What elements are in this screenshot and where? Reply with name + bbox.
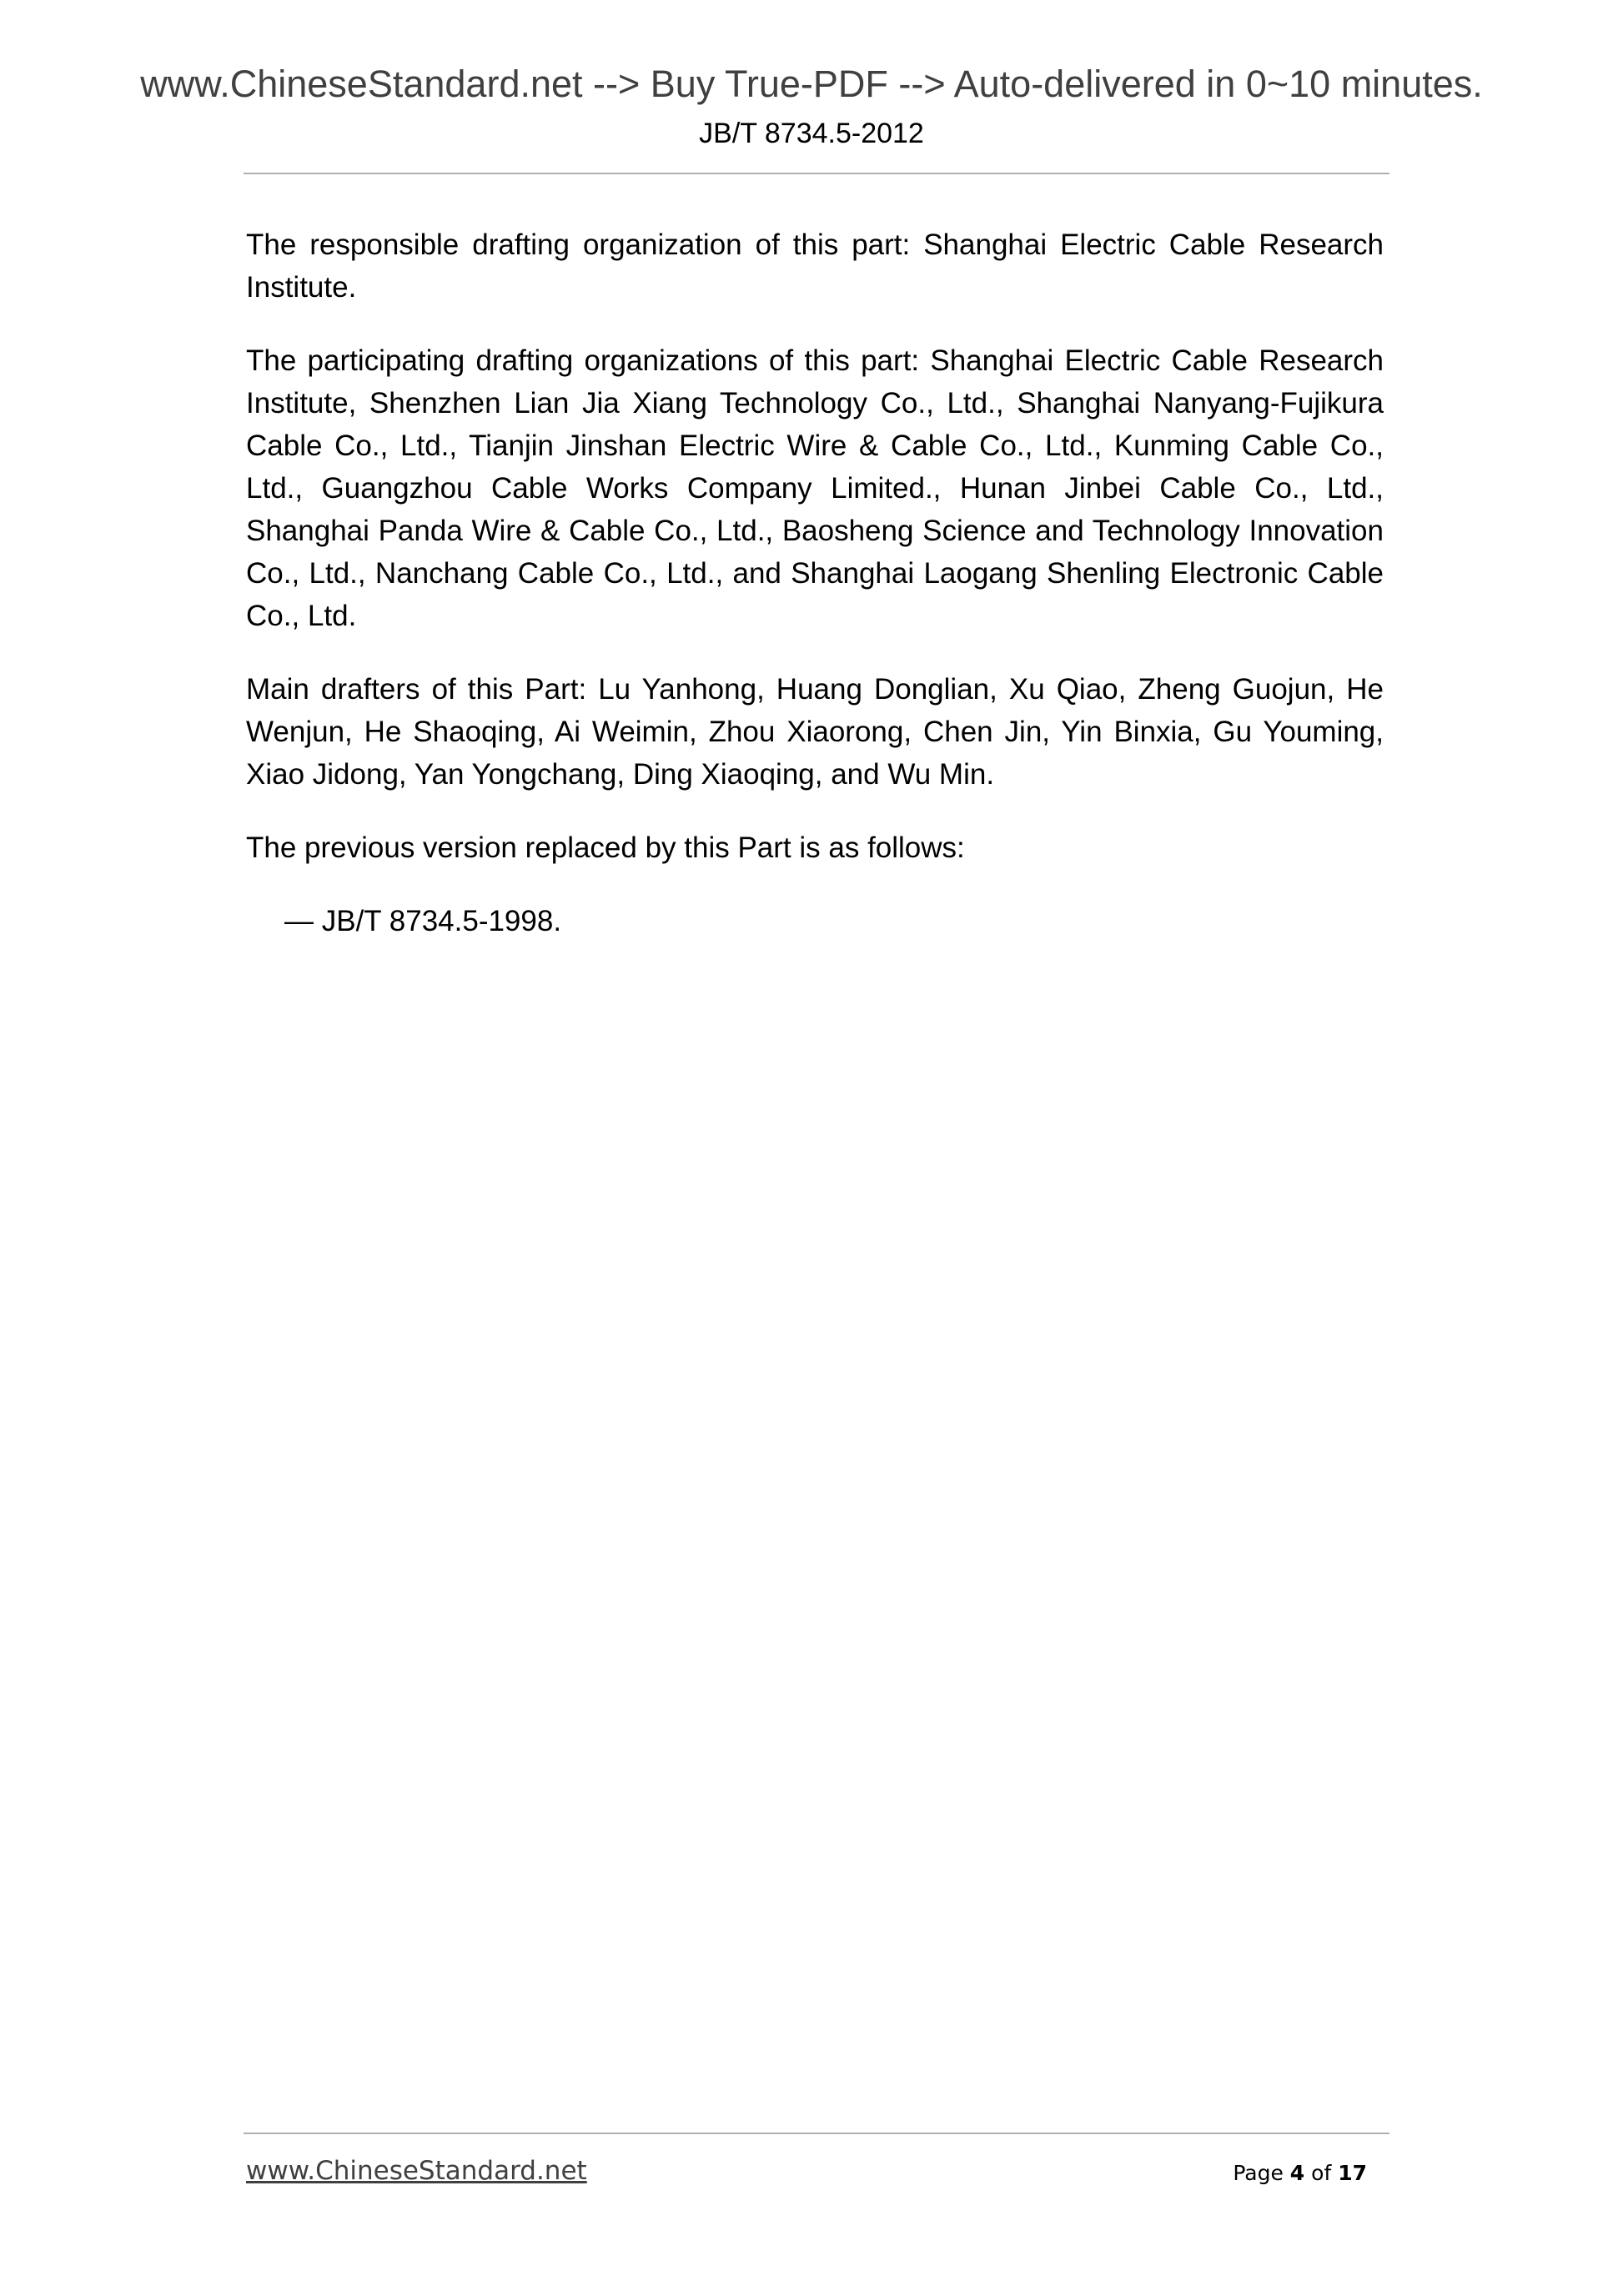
- main-drafters-paragraph: Main drafters of this Part: Lu Yanhong, Huang Donglian, Xu Qiao, Zheng Guojun, He Wenjun, He Shaoqing, Ai Weimin, Zhou Xiaorong, Chen Jin, Yin Binxia, Gu Youming, Xiao Jidong, Yan Yongchang, Ding Xiaoqing, and Wu Min.: [246, 673, 1384, 791]
- page-number: [1233, 2161, 1367, 2185]
- footer-website-link[interactable]: www.ChineseStandard.net: [246, 2156, 587, 2186]
- site-banner: www.ChineseStandard.net --> Buy True-PDF --> Auto-delivered in 0~10 minutes.: [140, 63, 1483, 105]
- page-total: 17: [1338, 2161, 1367, 2185]
- page-current: 4: [1289, 2161, 1305, 2185]
- footer-divider: [244, 2133, 1389, 2134]
- participating-organizations-paragraph: The participating drafting organizations of this part: Shanghai Electric Cable Research Institute, Shenzhen Lian Jia Xiang Technology Co., Ltd., Shanghai Nanyang-Fujikura Cable Co., Ltd., Tianjin Jinshan Electric Wire & Cable Co., Ltd., Kunming Cable Co., Ltd., Guangzhou Cable Works Company Limited., Hunan Jinbei Cable Co., Ltd., Shanghai Panda Wire & Cable Co., Ltd., Baosheng Science and Technology Innovation Co., Ltd., Nanchang Cable Co., Ltd., and Shanghai Laogang Shenling Electronic Cable Co., Ltd.: [246, 344, 1384, 632]
- previous-version-list-item: — JB/T 8734.5-1998.: [284, 905, 562, 937]
- document-body: [246, 224, 1384, 973]
- page-of: of: [1304, 2161, 1339, 2185]
- header-divider: [244, 173, 1389, 174]
- drafting-organization-paragraph: The responsible drafting organization of this part: Shanghai Electric Cable Research Institute.: [246, 229, 1384, 304]
- document-code: JB/T 8734.5-2012: [699, 118, 924, 149]
- page-prefix: Page: [1233, 2161, 1290, 2185]
- previous-version-paragraph: The previous version replaced by this Part is as follows:: [246, 831, 965, 864]
